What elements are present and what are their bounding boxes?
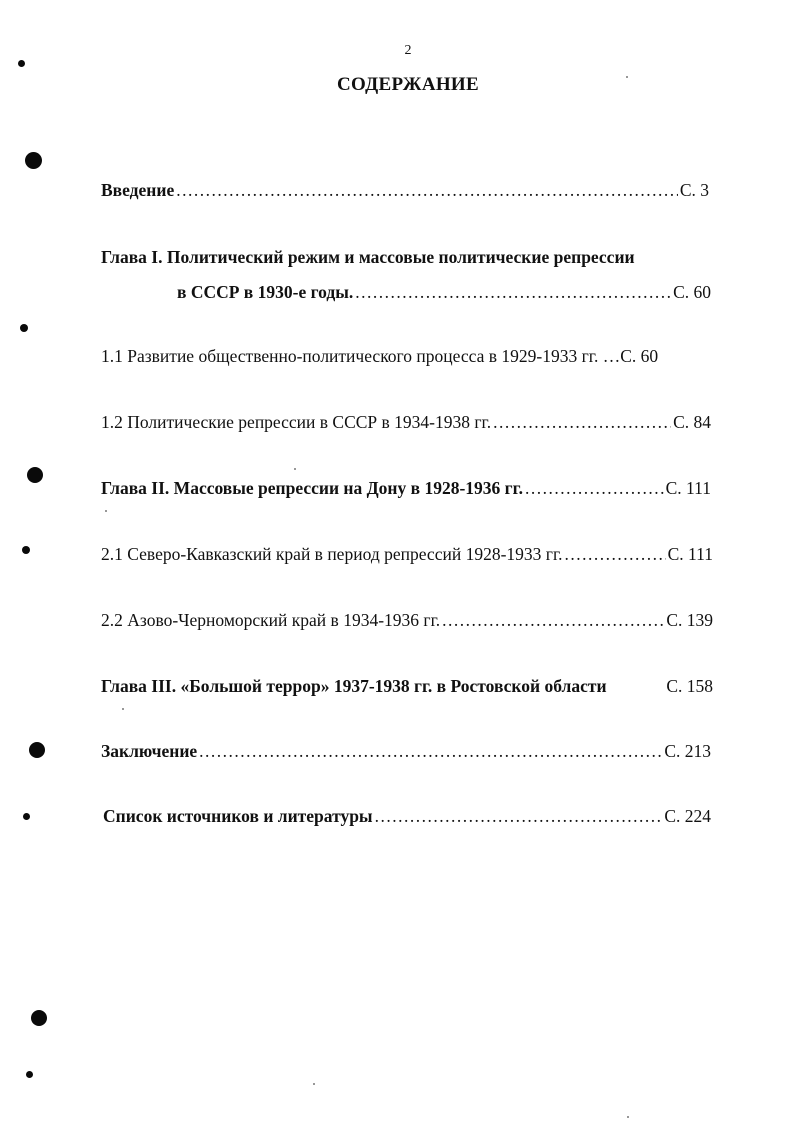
leader-dots <box>525 477 664 499</box>
toc-entry-page: С. 60 <box>673 282 711 302</box>
toc-entry-title: Список источников и литературы <box>103 806 373 826</box>
toc-entry-section-2-2[interactable] <box>101 609 713 631</box>
leader-dots <box>565 543 666 565</box>
toc-entry-page: С. 139 <box>666 610 713 630</box>
toc-entry-title: 2.2 Азово-Черноморский край в 1934-1936 гг. <box>101 610 441 630</box>
toc-entry-page: С. 158 <box>666 676 713 696</box>
toc-entry-chapter-3[interactable] <box>101 675 713 697</box>
toc-entry-section-2-1[interactable] <box>101 543 713 565</box>
toc-entry-page: С. 213 <box>664 741 711 761</box>
scan-speck <box>627 1116 629 1118</box>
toc-entry-page: С. 60 <box>620 346 659 366</box>
leader-dots <box>493 411 671 433</box>
scan-speck <box>313 1083 315 1085</box>
leader-dots <box>355 281 671 303</box>
punch-hole <box>31 1010 47 1026</box>
punch-hole <box>23 813 30 820</box>
toc-entry-title: 1.1 Развитие общественно-политического процесса в 1929-1933 гг. … <box>101 346 621 366</box>
punch-hole <box>22 546 30 554</box>
scan-speck <box>105 510 107 512</box>
leader-dots <box>442 609 664 631</box>
toc-entry-page: С. 111 <box>665 478 711 498</box>
toc-entry-page: С. 3 <box>679 180 709 200</box>
punch-hole <box>26 1071 33 1078</box>
toc-entry-conclusion[interactable] <box>101 740 711 762</box>
toc-entry-title: Глава II. Массовые репрессии на Дону в 1928-1936 гг. <box>101 478 523 498</box>
toc-entry-page: С. 84 <box>673 412 711 432</box>
toc-entry-sources[interactable] <box>103 805 711 827</box>
toc-entry-title: Глава III. «Большой террор» 1937-1938 гг. в Ростовской области <box>101 676 607 696</box>
toc-entry-title: Введение <box>101 180 175 200</box>
toc-entry-page: С. 224 <box>664 806 711 826</box>
toc-entry-title: в СССР в 1930-е годы. <box>177 282 354 302</box>
punch-hole <box>29 742 45 758</box>
toc-entry-chapter-2[interactable] <box>101 477 711 499</box>
toc-entry-chapter-1-heading[interactable]: Глава I. Политический режим и массовые политические репрессии <box>101 247 635 267</box>
page-number: 2 <box>404 43 412 58</box>
toc-entry-introduction[interactable] <box>101 179 709 201</box>
leader-dots <box>199 740 662 762</box>
document-title: СОДЕРЖАНИЕ <box>337 74 479 95</box>
scan-speck <box>122 708 124 710</box>
punch-hole <box>20 324 28 332</box>
punch-hole <box>25 152 42 169</box>
toc-entry-section-1-2[interactable] <box>101 411 711 433</box>
scan-speck <box>294 468 296 470</box>
leader-dots <box>375 805 663 827</box>
toc-entry-chapter-1[interactable] <box>177 281 711 303</box>
punch-hole <box>18 60 25 67</box>
toc-entry-title: 1.2 Политические репрессии в СССР в 1934-1938 гг. <box>101 412 492 432</box>
toc-entry-section-1-1[interactable] <box>101 345 711 367</box>
toc-entry-page: С. 111 <box>667 544 713 564</box>
punch-hole <box>27 467 43 483</box>
toc-entry-title: 2.1 Северо-Кавказский край в период репрессий 1928-1933 гг. <box>101 544 563 564</box>
toc-entry-title: Заключение <box>101 741 198 761</box>
leader-dots <box>176 179 678 201</box>
